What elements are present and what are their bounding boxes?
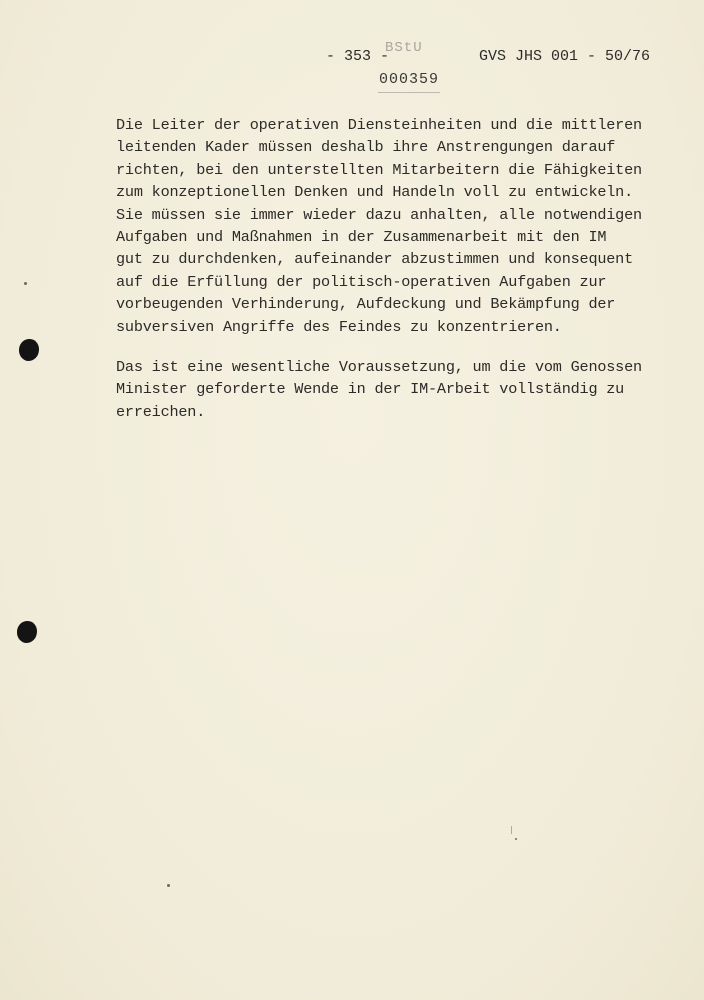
text-line: gut zu durchdenken, aufeinander abzustimmen und konsequent bbox=[116, 250, 634, 269]
text-line: Aufgaben und Maßnahmen in der Zusammenarbeit mit den IM bbox=[116, 228, 607, 247]
page-number: - 353 - bbox=[326, 48, 390, 65]
text-line: richten, bei den unterstellten Mitarbeitern die Fähigkeiten bbox=[116, 160, 642, 179]
archive-stamp: BStU bbox=[385, 40, 423, 56]
paper-speck bbox=[511, 826, 512, 834]
text-line: auf die Erfüllung der politisch-operativen Aufgaben zur bbox=[116, 272, 607, 291]
paper-speck bbox=[24, 282, 27, 285]
punch-hole-bottom bbox=[17, 621, 37, 643]
text-line: Die Leiter der operativen Diensteinheiten und die mittleren bbox=[116, 116, 642, 134]
text-line: zum konzeptionellen Denken und Handeln voll zu entwickeln. bbox=[116, 183, 634, 202]
paragraph-1 bbox=[116, 114, 676, 338]
punch-hole-top bbox=[19, 339, 39, 361]
text-line: leitenden Kader müssen deshalb ihre Anstrengungen darauf bbox=[116, 138, 616, 157]
text-line: erreichen. bbox=[116, 402, 206, 421]
text-line: vorbeugenden Verhinderung, Aufdeckung und Bekämpfung der bbox=[116, 295, 616, 314]
text-line: Das ist eine wesentliche Voraussetzung, um die vom Genossen bbox=[116, 358, 642, 376]
archive-stamp-number: 000359 bbox=[379, 71, 440, 88]
document-reference: GVS JHS 001 - 50/76 bbox=[479, 48, 651, 65]
stamp-underline bbox=[378, 92, 440, 93]
paper-speck bbox=[515, 838, 517, 840]
text-line: Sie müssen sie immer wieder dazu anhalten, alle notwendigen bbox=[116, 205, 642, 224]
paragraph-2 bbox=[116, 356, 676, 423]
text-line: Minister geforderte Wende in der IM-Arbeit vollständig zu bbox=[116, 380, 625, 399]
text-line: subversiven Angriffe des Feindes zu konzentrieren. bbox=[116, 317, 562, 336]
paper-speck bbox=[167, 884, 170, 887]
